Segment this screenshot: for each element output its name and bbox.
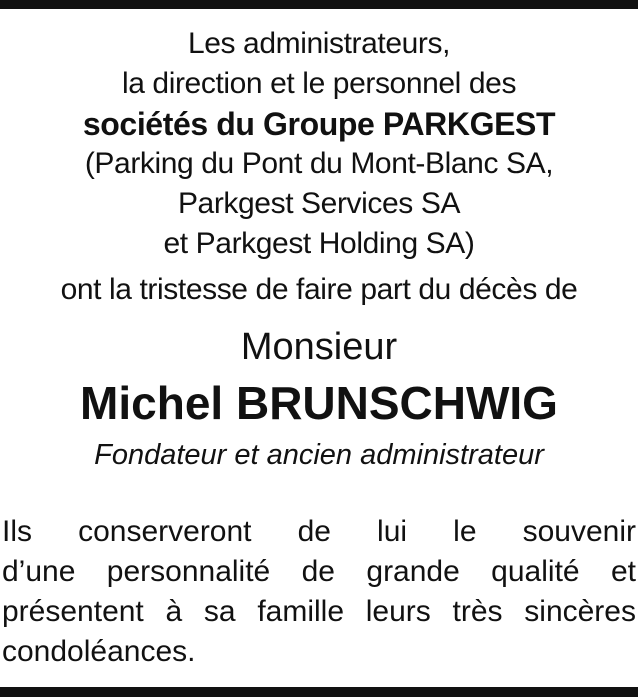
condolence-line-2: d’une personnalité de grande qualité et: [2, 555, 636, 588]
notice-line-company-3: et Parkgest Holding SA): [163, 227, 475, 260]
salutation: Monsieur: [240, 326, 398, 368]
notice-line-company-2: Parkgest Services SA: [177, 187, 461, 220]
notice-line-company-group: sociétés du Groupe PARKGEST: [82, 106, 556, 142]
notice-line-company-1: (Parking du Pont du Mont-Blanc SA,: [84, 147, 554, 180]
notice-line-direction: la direction et le personnel des: [121, 67, 517, 100]
notice-line-administrators: Les administrateurs,: [187, 27, 451, 60]
notice-line-announcement: ont la tristesse de faire part du décès de: [60, 273, 578, 306]
top-border-rule: [0, 0, 638, 9]
condolence-line-3: présentent à sa famille leurs très sincères: [2, 595, 636, 628]
condolence-line-1: Ils conserveront de lui le souvenir: [2, 515, 636, 548]
death-notice: [0, 24, 638, 474]
condolence-paragraph: [2, 512, 636, 672]
deceased-name: Michel BRUNSCHWIG: [80, 377, 558, 429]
bottom-border-rule: [0, 687, 638, 697]
condolence-line-4: condoléances.: [2, 635, 196, 668]
deceased-role: Fondateur et ancien administrateur: [94, 439, 544, 471]
